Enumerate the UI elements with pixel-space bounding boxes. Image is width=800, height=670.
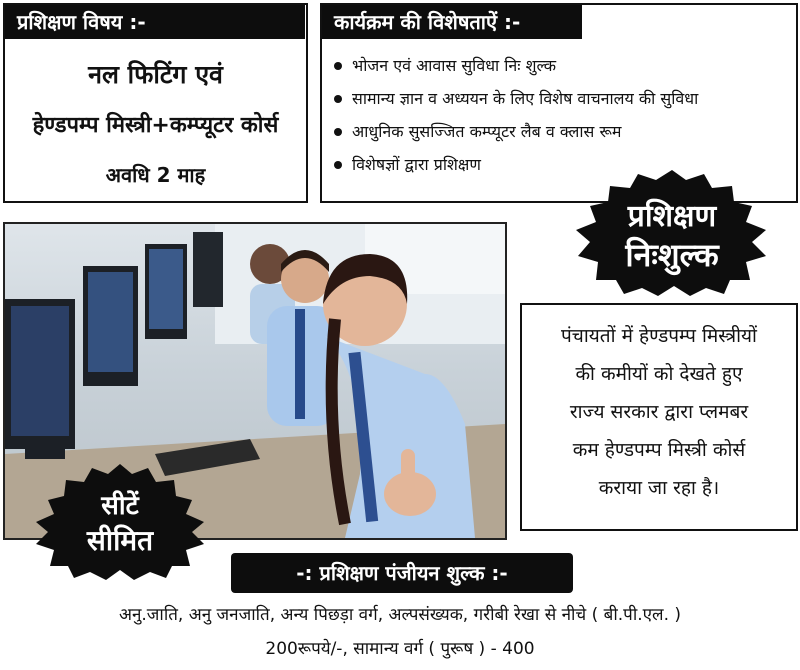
bullet-icon xyxy=(334,161,342,169)
registration-fee-header: -: प्रशिक्षण पंजीयन शुल्क :- xyxy=(231,553,573,593)
info-text xyxy=(530,317,788,507)
course-name-line1: नल फिटिंग एवं xyxy=(88,60,223,89)
info-line: पंचायतों में हेण्डपम्प मिस्त्रीयों xyxy=(561,325,757,347)
feature-item: भोजन एवं आवास सुविधा निः शुल्क xyxy=(334,49,790,82)
features-list xyxy=(334,49,790,181)
course-duration: अवधि 2 माह xyxy=(105,163,206,187)
features-header: कार्यक्रम की विशेषताऐं :- xyxy=(322,5,582,39)
feature-item: विशेषज्ञों द्वारा प्रशिक्षण xyxy=(334,148,790,181)
info-line: की कमीयों को देखते हुए xyxy=(575,363,743,385)
info-message-box xyxy=(520,303,798,531)
free-badge-line2: निःशुल्क xyxy=(625,236,719,274)
bullet-icon xyxy=(334,128,342,136)
fee-eligibility-line: अनु.जाति, अनु जनजाति, अन्य पिछड़ा वर्ग, अल्पसंख्यक, गरीबी रेखा से नीचे ( बी.पी.एल. ) xyxy=(118,605,682,625)
bullet-icon xyxy=(334,62,342,70)
feature-item: आधुनिक सुसज्जित कम्प्यूटर लैब व क्लास रूम xyxy=(334,115,790,148)
info-line: राज्य सरकार द्वारा प्लमबर xyxy=(569,401,749,423)
free-training-badge xyxy=(562,168,782,296)
seats-badge-line2: सीमित xyxy=(86,524,154,557)
seats-badge-line1: सीटें xyxy=(101,491,139,521)
subject-header: प्रशिक्षण विषय :- xyxy=(5,5,305,39)
bullet-icon xyxy=(334,95,342,103)
free-badge-line1: प्रशिक्षण xyxy=(627,199,717,234)
fee-amount-line: 200रूपये/-, सामान्य वर्ग ( पुरूष ) - 400 xyxy=(265,639,535,659)
limited-seats-badge xyxy=(30,462,210,580)
info-line: कराया जा रहा है। xyxy=(598,477,720,499)
course-name-line2: हेण्डपम्प मिस्त्री+कम्प्यूटर कोर्स xyxy=(32,113,279,138)
feature-item: सामान्य ज्ञान व अध्ययन के लिए विशेष वाचनालय की सुविधा xyxy=(334,82,790,115)
info-line: कम हेण्डपम्प मिस्त्री कोर्स xyxy=(572,439,746,461)
course-subject-box xyxy=(3,3,308,203)
